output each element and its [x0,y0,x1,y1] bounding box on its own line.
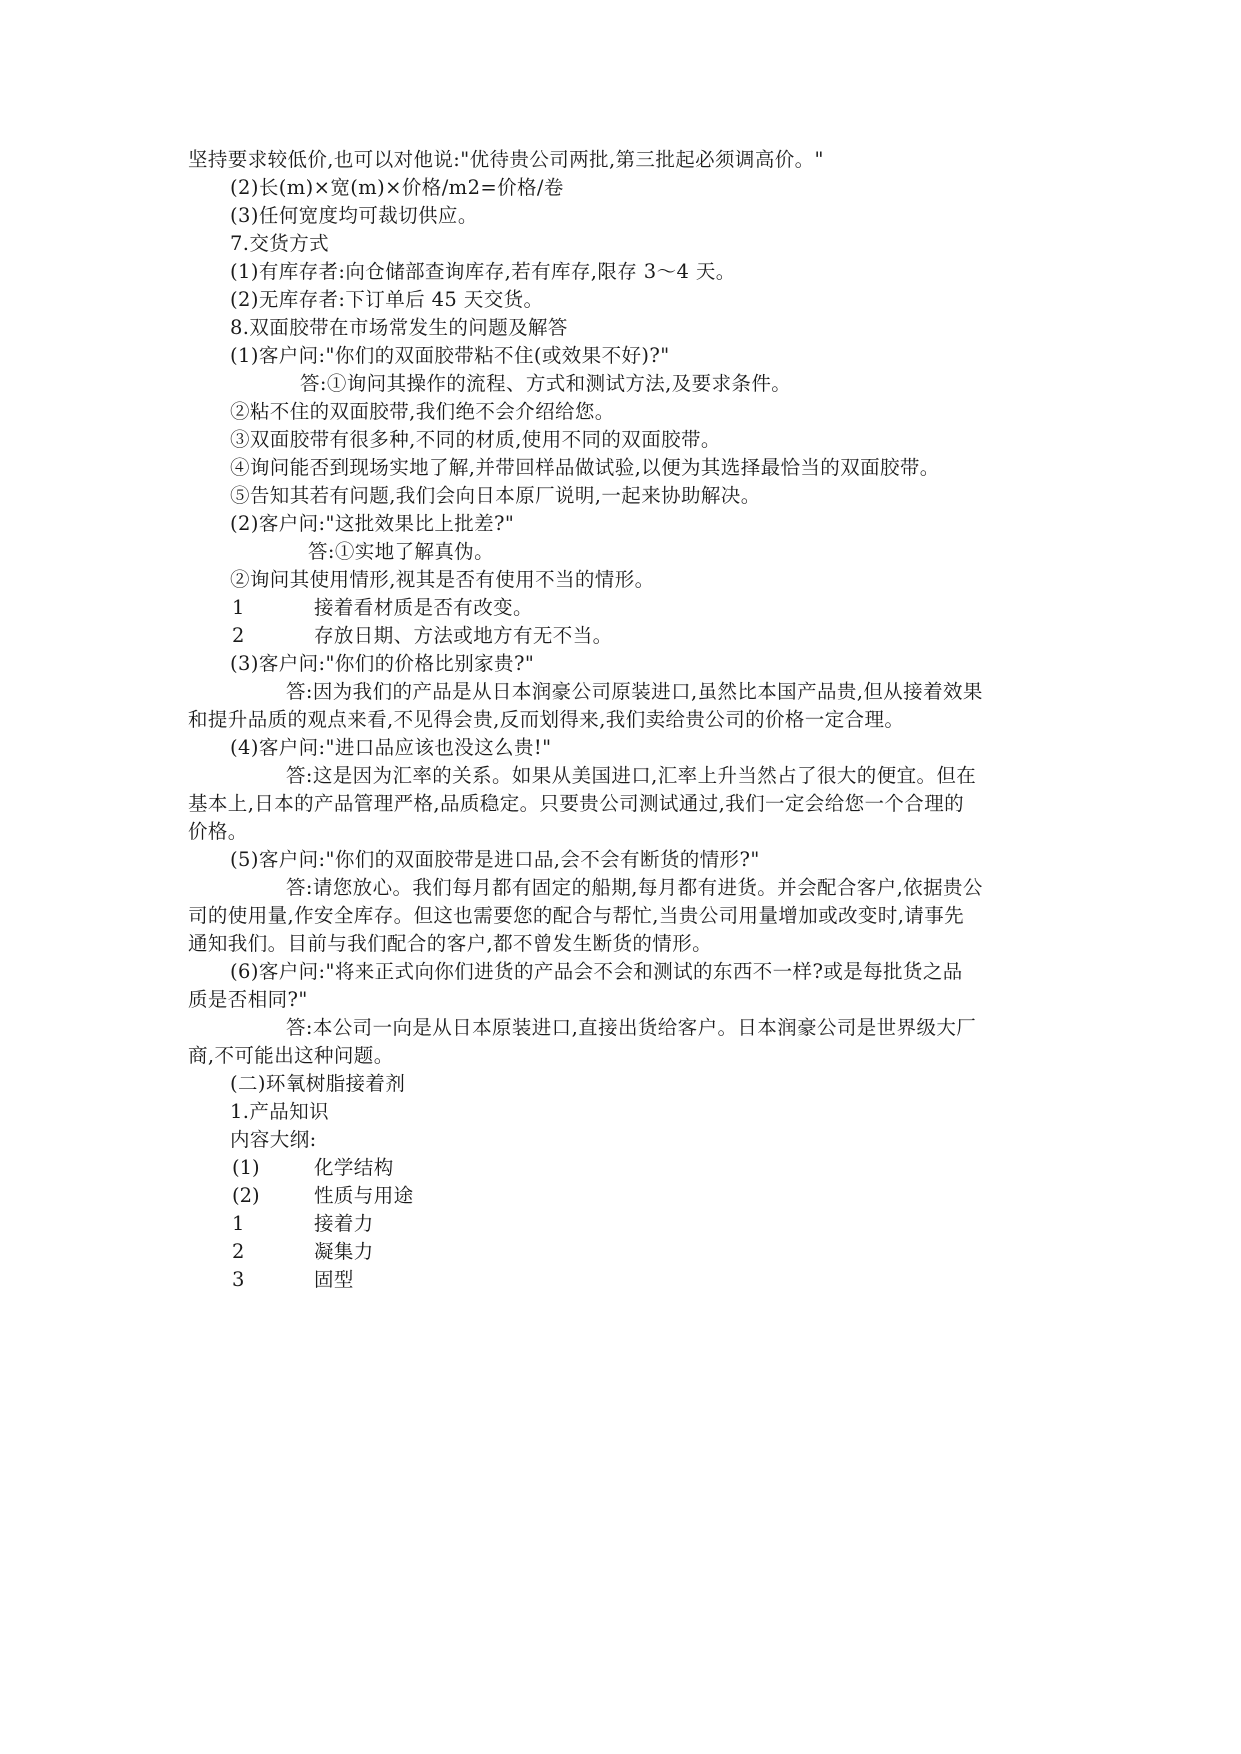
answer-line: ②询问其使用情形,视其是否有使用不当的情形。 [230,568,655,591]
text-line: 坚持要求较低价,也可以对他说:"优待贵公司两批,第三批起必须调高价。" [188,148,824,171]
list-item-text: 接着力 [314,1212,374,1235]
list-marker: 3 [232,1268,245,1291]
question-line: (1)客户问:"你们的双面胶带粘不住(或效果不好)?" [230,344,670,367]
answer-line: 基本上,日本的产品管理严格,品质稳定。只要贵公司测试通过,我们一定会给您一个合理的 [188,792,964,815]
section-heading: 7.交货方式 [230,232,330,255]
text-line: 内容大纲: [230,1128,317,1151]
section-heading: (二)环氧树脂接着剂 [230,1072,406,1095]
text-line: (2)无库存者:下订单后 45 天交货。 [230,288,544,311]
question-line: (4)客户问:"进口品应该也没这么贵!" [230,736,552,759]
text-line: (1)有库存者:向仓储部查询库存,若有库存,限存 3～4 天。 [230,260,736,283]
answer-line: 答:①实地了解真伪。 [308,540,495,563]
answer-line: ⑤告知其若有问题,我们会向日本原厂说明,一起来协助解决。 [230,484,761,507]
answer-line: 答:本公司一向是从日本原装进口,直接出货给客户。日本润豪公司是世界级大厂 [286,1016,977,1039]
answer-line: ③双面胶带有很多种,不同的材质,使用不同的双面胶带。 [230,428,721,451]
list-item-text: 化学结构 [314,1156,394,1179]
answer-line: ②粘不住的双面胶带,我们绝不会介绍给您。 [230,400,615,423]
question-line: (3)客户问:"你们的价格比别家贵?" [230,652,535,675]
answer-line: 司的使用量,作安全库存。但这也需要您的配合与帮忙,当贵公司用量增加或改变时,请事先 [188,904,964,927]
answer-line: ④询问能否到现场实地了解,并带回样品做试验,以便为其选择最恰当的双面胶带。 [230,456,940,479]
question-line: 质是否相同?" [188,988,308,1011]
answer-line: 通知我们。目前与我们配合的客户,都不曾发生断货的情形。 [188,932,712,955]
list-marker: 1 [232,1212,245,1235]
section-heading: 8.双面胶带在市场常发生的问题及解答 [230,316,568,339]
section-heading: 1.产品知识 [230,1100,330,1123]
list-item-text: 性质与用途 [314,1184,414,1207]
question-line: (2)客户问:"这批效果比上批差?" [230,512,515,535]
list-item-text: 凝集力 [314,1240,374,1263]
answer-line: 价格。 [188,820,248,843]
list-marker: (1) [232,1156,260,1179]
list-item-text: 接着看材质是否有改变。 [314,596,533,619]
text-line: (3)任何宽度均可裁切供应。 [230,204,478,227]
question-line: (5)客户问:"你们的双面胶带是进口品,会不会有断货的情形?" [230,848,760,871]
question-line: (6)客户问:"将来正式向你们进货的产品会不会和测试的东西不一样?或是每批货之品 [230,960,963,983]
list-marker: 2 [232,1240,245,1263]
answer-line: 和提升品质的观点来看,不见得会贵,反而划得来,我们卖给贵公司的价格一定合理。 [188,708,905,731]
list-item-text: 存放日期、方法或地方有无不当。 [314,624,613,647]
answer-line: 答:因为我们的产品是从日本润豪公司原装进口,虽然比本国产品贵,但从接着效果 [286,680,983,703]
answer-line: 答:这是因为汇率的关系。如果从美国进口,汇率上升当然占了很大的便宜。但在 [286,764,977,787]
answer-line: 商,不可能出这种问题。 [188,1044,394,1067]
list-item-text: 固型 [314,1268,354,1291]
text-line: (2)长(m)×宽(m)×价格/m2=价格/卷 [230,176,564,199]
answer-line: 答:①询问其操作的流程、方式和测试方法,及要求条件。 [300,372,792,395]
list-marker: 1 [232,596,245,619]
answer-line: 答:请您放心。我们每月都有固定的船期,每月都有进货。并会配合客户,依据贵公 [286,876,983,899]
list-marker: (2) [232,1184,260,1207]
list-marker: 2 [232,624,245,647]
